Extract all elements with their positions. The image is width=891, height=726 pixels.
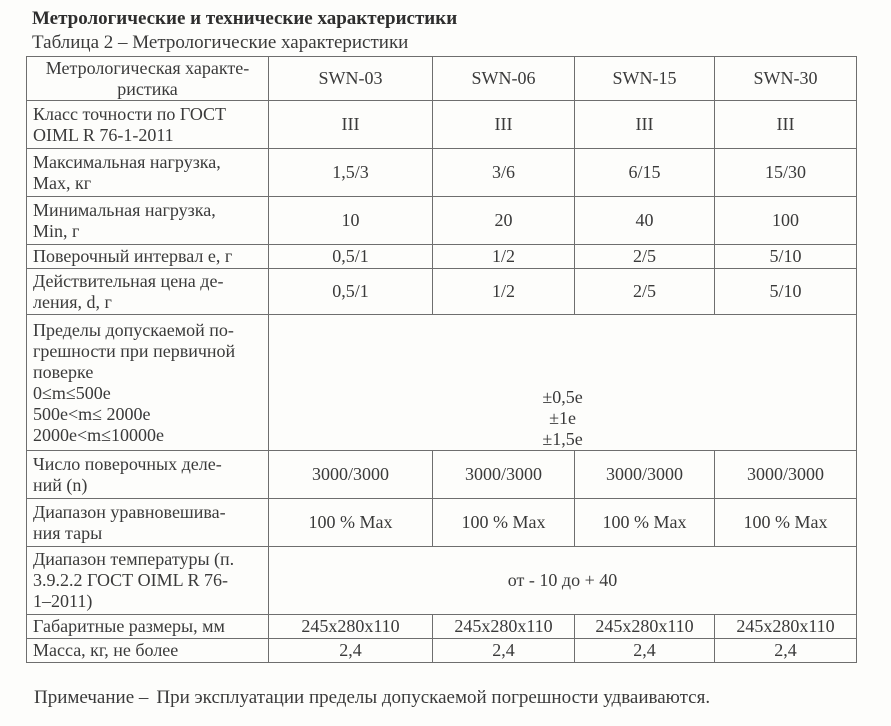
table-row — [27, 547, 857, 615]
cell-value: 2,4 — [269, 639, 433, 663]
header-param: Метрологическая характе- ристика — [27, 57, 269, 101]
cell-value: ±1,5е — [542, 429, 583, 449]
table-row — [27, 101, 857, 149]
cell-value: 3000/3000 — [715, 451, 857, 499]
note-label: Примечание – — [34, 687, 149, 708]
row-param-tare-range: Диапазон уравновешива- ния тары — [27, 499, 269, 547]
cell-value: 1/2 — [433, 245, 575, 269]
cell-value: III — [269, 101, 433, 149]
cell-value: III — [575, 101, 715, 149]
row-param-max-load: Максимальная нагрузка, Max, кг — [27, 149, 269, 197]
table-row — [27, 615, 857, 639]
row-param-division: Действительная цена де- ления, d, г — [27, 269, 269, 315]
cell-value: 5/10 — [715, 269, 857, 315]
merged-error-limits-cell — [269, 315, 857, 451]
row-param-accuracy-class: Класс точности по ГОСТ OIML R 76-1-2011 — [27, 101, 269, 149]
row-param-error-limits: Пределы допускаемой по- грешности при первичной поверке 0≤m≤500е 500е<m≤ 2000е 2000е<m≤10000е — [27, 315, 269, 451]
table-row — [27, 451, 857, 499]
table-header-row — [27, 57, 857, 101]
table-row — [27, 245, 857, 269]
table-row — [27, 639, 857, 663]
table-row — [27, 269, 857, 315]
note-text: При эксплуатации пределы допускаемой погрешности удваиваются. — [156, 687, 711, 708]
cell-value: 0,5/1 — [269, 269, 433, 315]
cell-value: 3/6 — [433, 149, 575, 197]
cell-value: 2,4 — [433, 639, 575, 663]
cell-value: 6/15 — [575, 149, 715, 197]
table-row — [27, 149, 857, 197]
cell-value: 245х280х110 — [575, 615, 715, 639]
row-param-min-load: Минимальная нагрузка, Min, г — [27, 197, 269, 245]
row-param-dimensions: Габаритные размеры, мм — [27, 615, 269, 639]
cell-value: ±0,5е — [542, 387, 583, 407]
cell-value: 2/5 — [575, 245, 715, 269]
row-param-verification-divisions: Число поверочных деле- ний (n) — [27, 451, 269, 499]
header-model: SWN-15 — [575, 57, 715, 101]
header-model: SWN-30 — [715, 57, 857, 101]
cell-value: III — [433, 101, 575, 149]
header-model: SWN-06 — [433, 57, 575, 101]
cell-value: III — [715, 101, 857, 149]
metrology-table — [26, 56, 857, 663]
cell-value: 5/10 — [715, 245, 857, 269]
cell-value: 2,4 — [575, 639, 715, 663]
cell-value: 40 — [575, 197, 715, 245]
cell-value: 15/30 — [715, 149, 857, 197]
table-note — [34, 687, 710, 709]
cell-value: 245х280х110 — [715, 615, 857, 639]
cell-value: 100 — [715, 197, 857, 245]
cell-value: 2/5 — [575, 269, 715, 315]
cell-value: ±1е — [549, 408, 576, 428]
table-row — [27, 197, 857, 245]
cell-value: 0,5/1 — [269, 245, 433, 269]
cell-value: 10 — [269, 197, 433, 245]
cell-value: 2,4 — [715, 639, 857, 663]
cell-value: 3000/3000 — [575, 451, 715, 499]
cell-value: 1/2 — [433, 269, 575, 315]
row-param-verification-interval: Поверочный интервал е, г — [27, 245, 269, 269]
cell-value: 245х280х110 — [269, 615, 433, 639]
row-param-temperature-range: Диапазон температуры (п. 3.9.2.2 ГОСТ OIML R 76- 1–2011) — [27, 547, 269, 615]
cell-value: 245х280х110 — [433, 615, 575, 639]
table-caption: Таблица 2 – Метрологические характеристики — [32, 32, 409, 53]
section-heading: Метрологические и технические характеристики — [32, 8, 458, 29]
merged-temperature-cell: от - 10 до + 40 — [269, 547, 857, 615]
table-row — [27, 315, 857, 451]
cell-value: 100 % Max — [575, 499, 715, 547]
header-model: SWN-03 — [269, 57, 433, 101]
cell-value: 1,5/3 — [269, 149, 433, 197]
cell-value: 100 % Max — [269, 499, 433, 547]
cell-value: 3000/3000 — [269, 451, 433, 499]
cell-value: 100 % Max — [433, 499, 575, 547]
table-row — [27, 499, 857, 547]
cell-value: 20 — [433, 197, 575, 245]
cell-value: 100 % Max — [715, 499, 857, 547]
cell-value: 3000/3000 — [433, 451, 575, 499]
row-param-mass: Масса, кг, не более — [27, 639, 269, 663]
